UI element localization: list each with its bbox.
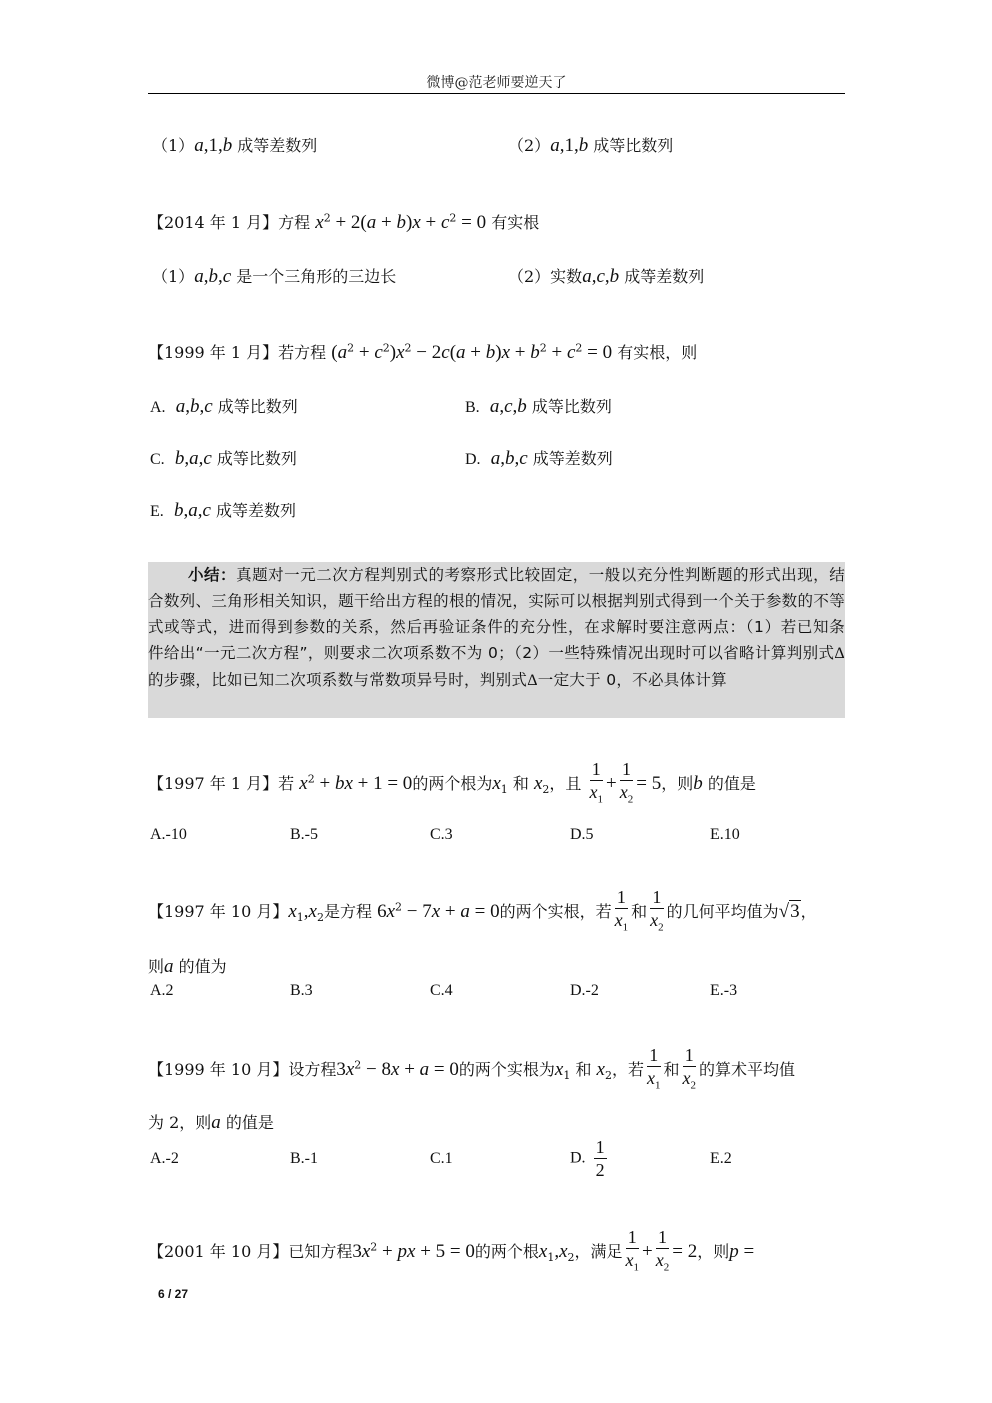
choice-e: E. b,a,c 成等差数列 (150, 500, 296, 521)
question-2001-oct-stem: 【2001 年 10 月】已知方程$3x^2$ + px + 5 = 0的两个根$x_1,x_2$，满足 $\frac{1}{x_1}$ + $\frac{1}{x_2}$ = 2，则p = (148, 1226, 754, 1279)
fraction-1-over-x2: $\frac{1}{x_2}$ (682, 1045, 697, 1092)
fraction-1-over-x2: $\frac{1}{x_2}$ (650, 887, 664, 934)
question-1997-oct-line2: 则a 的值为 (148, 956, 227, 977)
option-e: E.10 (710, 826, 740, 843)
question-1997-oct-stem: 【1997 年 10 月】$x_1,x_2$是方程 $6x^2 - 7x + a = 0$的两个实根，若 $\frac{1}{x_1}$ 和 $\frac{1}{x_2}$ 的几何平均值为√3， (148, 886, 817, 939)
option-d: D.5 (570, 826, 594, 843)
option-a: A.2 (150, 982, 174, 999)
question-2014-option-1: （1）a,b,c 是一个三角形的三边长 (152, 266, 397, 287)
option-b: B.-1 (290, 1150, 318, 1167)
fraction-1-over-x1: $\frac{1}{x_1}$ (589, 759, 604, 806)
option-c: C.1 (430, 1150, 453, 1167)
question-2014-stem: 【2014 年 1 月】方程 $x^2 + 2(a + b)x + c^2 = 0$ 有实根 (148, 211, 540, 233)
option-e: E.-3 (710, 982, 738, 999)
question-1999-oct-line2: 为 2，则a 的值是 (148, 1112, 274, 1133)
option-1: （1）a,1,b 成等差数列 (152, 135, 318, 156)
fraction-1-over-x1: $\frac{1}{x_1}$ (625, 1227, 640, 1274)
option-a: A.-10 (150, 826, 187, 843)
option-b: B.3 (290, 982, 313, 999)
header-divider (148, 93, 845, 94)
option-b: B.-5 (290, 826, 318, 843)
question-2014-option-2: （2）实数a,c,b 成等差数列 (508, 266, 705, 287)
choice-d: D. a,b,c 成等差数列 (465, 448, 613, 469)
fraction-1-over-x2: $\frac{1}{x_2}$ (655, 1227, 670, 1274)
choice-c: C. b,a,c 成等比数列 (150, 448, 297, 469)
option-2: （2）a,1,b 成等比数列 (508, 135, 674, 156)
question-1997-jan-stem: 【1997 年 1 月】若 $x^2$ + bx + 1 = 0的两个根为$x_1$ 和 $x_2$，且 $\frac{1}{x_1}$ + $\frac{1}{x_2}$ = 5，则b 的值是 (148, 758, 756, 811)
option-e: E.2 (710, 1150, 732, 1167)
page-number: 6 / 27 (158, 1287, 189, 1301)
fraction-one-half: $\frac{1}{2}$ (595, 1137, 605, 1180)
option-d: D.-2 (570, 982, 599, 999)
question-1999-jan-stem: 【1999 年 1 月】若方程 $(a^2 + c^2)x^2 - 2c(a + b)x + b^2 + c^2 = 0$ 有实根，则 (148, 341, 698, 363)
page-header: 微博@范老师要逆天了 (426, 75, 567, 91)
question-1999-oct-stem: 【1999 年 10 月】设方程$3x^2 - 8x + a = 0$的两个实根为$x_1$ 和 $x_2$，若 $\frac{1}{x_1}$ 和 $\frac{1}{x_2}$ 的算术平均值 (148, 1044, 795, 1097)
option-d: D. $\frac{1}{2}$ (570, 1137, 605, 1180)
choice-b: B. a,c,b 成等比数列 (465, 396, 612, 417)
fraction-1-over-x1: $\frac{1}{x_1}$ (647, 1045, 661, 1092)
option-a: A.-2 (150, 1150, 179, 1167)
choice-a: A. a,b,c 成等比数列 (150, 396, 298, 417)
option-c: C.3 (430, 826, 453, 843)
fraction-1-over-x1: $\frac{1}{x_1}$ (614, 887, 629, 934)
option-c: C.4 (430, 982, 453, 999)
summary-text: 小结：真题对一元二次方程判别式的考察形式比较固定，一般以充分性判断题的形式出现，结合数列、三角形相关知识，题干给出方程的根的情况，实际可以根据判别式得到一个关于参数的不等式或等式，进而得到参数的关系，然后再验证条件的充分性，在求解时要注意两点：（1）若已知条件给出“一元二次方程”，则要求二次项系数不为 0；（2）一些特殊情况出现时可以省略计算判别式Δ的步骤，比如已知二次项系数与常数项异号时，判别式Δ一定大于 0，不必具体计算 (148, 566, 845, 689)
fraction-1-over-x2: $\frac{1}{x_2}$ (619, 759, 634, 806)
